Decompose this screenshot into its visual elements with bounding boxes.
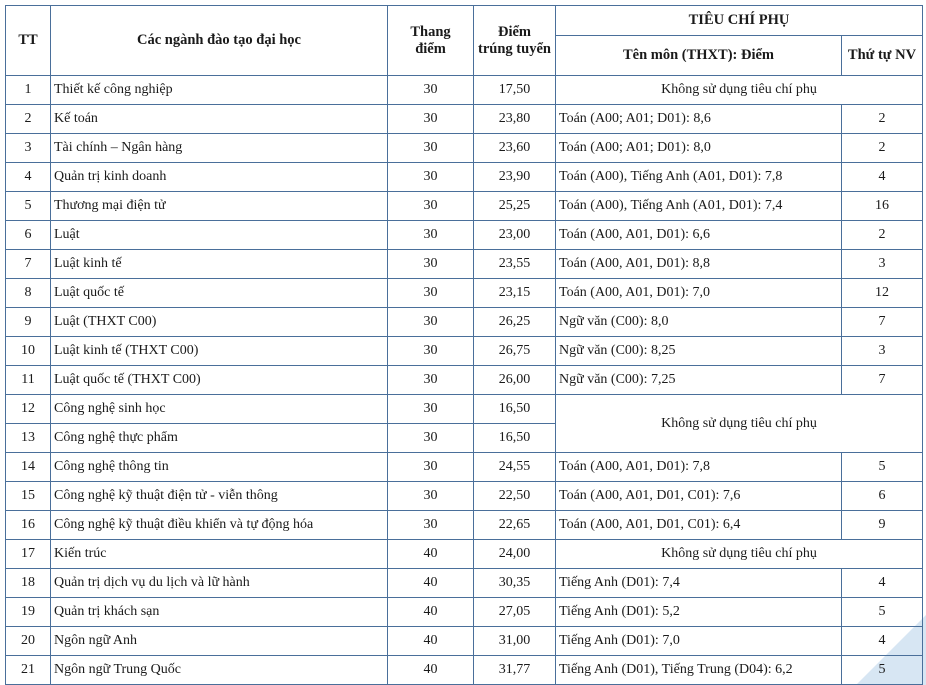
row-scale: 40 xyxy=(388,656,474,685)
row-subject-score: Tiếng Anh (D01): 7,4 xyxy=(556,569,842,598)
table-row xyxy=(6,395,923,424)
row-subject-score: Toán (A00; A01; D01): 8,6 xyxy=(556,105,842,134)
table-row xyxy=(6,308,923,337)
row-scale: 30 xyxy=(388,337,474,366)
row-tt: 15 xyxy=(6,482,51,511)
row-scale: 30 xyxy=(388,250,474,279)
table-row xyxy=(6,569,923,598)
table-row xyxy=(6,453,923,482)
header-sub-criteria: TIÊU CHÍ PHỤ xyxy=(556,6,923,36)
no-criteria-note: Không sử dụng tiêu chí phụ xyxy=(556,395,923,453)
row-subject-score: Tiếng Anh (D01), Tiếng Trung (D04): 6,2 xyxy=(556,656,842,685)
row-major-name: Công nghệ sinh học xyxy=(51,395,388,424)
row-major-name: Kế toán xyxy=(51,105,388,134)
row-score: 30,35 xyxy=(474,569,556,598)
row-subject-score: Toán (A00), Tiếng Anh (A01, D01): 7,4 xyxy=(556,192,842,221)
row-score: 23,90 xyxy=(474,163,556,192)
row-tt: 20 xyxy=(6,627,51,656)
row-score: 17,50 xyxy=(474,76,556,105)
table-row xyxy=(6,134,923,163)
row-major-name: Công nghệ thông tin xyxy=(51,453,388,482)
row-scale: 40 xyxy=(388,569,474,598)
row-scale: 30 xyxy=(388,424,474,453)
header-scale: Thang điểm xyxy=(388,6,474,76)
row-scale: 40 xyxy=(388,540,474,569)
row-score: 22,65 xyxy=(474,511,556,540)
row-tt: 5 xyxy=(6,192,51,221)
table-row xyxy=(6,540,923,569)
row-major-name: Quản trị khách sạn xyxy=(51,598,388,627)
row-scale: 30 xyxy=(388,221,474,250)
row-major-name: Luật kinh tế xyxy=(51,250,388,279)
row-order: 2 xyxy=(842,134,923,163)
row-order: 5 xyxy=(842,598,923,627)
row-score: 24,00 xyxy=(474,540,556,569)
row-order: 7 xyxy=(842,366,923,395)
row-tt: 10 xyxy=(6,337,51,366)
row-scale: 30 xyxy=(388,395,474,424)
row-order: 7 xyxy=(842,308,923,337)
row-order: 3 xyxy=(842,337,923,366)
row-tt: 7 xyxy=(6,250,51,279)
row-subject-score: Toán (A00, A01, D01): 7,0 xyxy=(556,279,842,308)
row-score: 25,25 xyxy=(474,192,556,221)
header-score: Điểm trúng tuyển xyxy=(474,6,556,76)
header-subject: Tên môn (THXT): Điểm xyxy=(556,36,842,76)
row-score: 26,00 xyxy=(474,366,556,395)
row-major-name: Công nghệ kỹ thuật điện tử - viễn thông xyxy=(51,482,388,511)
row-order: 2 xyxy=(842,221,923,250)
no-criteria-note: Không sử dụng tiêu chí phụ xyxy=(556,540,923,569)
row-order: 5 xyxy=(842,453,923,482)
row-score: 31,00 xyxy=(474,627,556,656)
table-row xyxy=(6,598,923,627)
row-scale: 30 xyxy=(388,105,474,134)
row-subject-score: Toán (A00; A01; D01): 8,0 xyxy=(556,134,842,163)
row-tt: 2 xyxy=(6,105,51,134)
table-row xyxy=(6,627,923,656)
row-subject-score: Toán (A00, A01, D01, C01): 7,6 xyxy=(556,482,842,511)
row-tt: 8 xyxy=(6,279,51,308)
row-scale: 40 xyxy=(388,598,474,627)
row-score: 24,55 xyxy=(474,453,556,482)
row-major-name: Luật kinh tế (THXT C00) xyxy=(51,337,388,366)
row-order: 6 xyxy=(842,482,923,511)
row-tt: 12 xyxy=(6,395,51,424)
row-order: 12 xyxy=(842,279,923,308)
row-order: 3 xyxy=(842,250,923,279)
header-order: Thứ tự NV xyxy=(842,36,923,76)
row-subject-score: Toán (A00, A01, D01, C01): 6,4 xyxy=(556,511,842,540)
row-major-name: Luật xyxy=(51,221,388,250)
row-tt: 14 xyxy=(6,453,51,482)
row-tt: 6 xyxy=(6,221,51,250)
row-order: 4 xyxy=(842,163,923,192)
row-subject-score: Toán (A00), Tiếng Anh (A01, D01): 7,8 xyxy=(556,163,842,192)
row-tt: 19 xyxy=(6,598,51,627)
row-score: 26,25 xyxy=(474,308,556,337)
header-major: Các ngành đào tạo đại học xyxy=(51,6,388,76)
table-row xyxy=(6,163,923,192)
row-subject-score: Toán (A00, A01, D01): 7,8 xyxy=(556,453,842,482)
row-scale: 30 xyxy=(388,192,474,221)
row-scale: 30 xyxy=(388,279,474,308)
row-major-name: Thiết kế công nghiệp xyxy=(51,76,388,105)
row-score: 16,50 xyxy=(474,395,556,424)
row-order: 2 xyxy=(842,105,923,134)
row-scale: 30 xyxy=(388,134,474,163)
row-major-name: Luật quốc tế xyxy=(51,279,388,308)
row-subject-score: Toán (A00, A01, D01): 8,8 xyxy=(556,250,842,279)
row-major-name: Luật quốc tế (THXT C00) xyxy=(51,366,388,395)
row-score: 26,75 xyxy=(474,337,556,366)
row-score: 23,60 xyxy=(474,134,556,163)
row-major-name: Luật (THXT C00) xyxy=(51,308,388,337)
row-tt: 18 xyxy=(6,569,51,598)
row-order: 9 xyxy=(842,511,923,540)
row-tt: 9 xyxy=(6,308,51,337)
row-score: 27,05 xyxy=(474,598,556,627)
row-major-name: Kiến trúc xyxy=(51,540,388,569)
table-row xyxy=(6,76,923,105)
row-score: 16,50 xyxy=(474,424,556,453)
row-major-name: Công nghệ kỹ thuật điều khiển và tự động hóa xyxy=(51,511,388,540)
row-order: 16 xyxy=(842,192,923,221)
table-row xyxy=(6,105,923,134)
row-tt: 3 xyxy=(6,134,51,163)
row-tt: 13 xyxy=(6,424,51,453)
row-major-name: Ngôn ngữ Anh xyxy=(51,627,388,656)
row-score: 23,15 xyxy=(474,279,556,308)
row-scale: 30 xyxy=(388,366,474,395)
row-major-name: Quản trị kinh doanh xyxy=(51,163,388,192)
row-tt: 4 xyxy=(6,163,51,192)
table-row xyxy=(6,656,923,685)
row-major-name: Tài chính – Ngân hàng xyxy=(51,134,388,163)
row-subject-score: Tiếng Anh (D01): 7,0 xyxy=(556,627,842,656)
row-subject-score: Tiếng Anh (D01): 5,2 xyxy=(556,598,842,627)
row-tt: 1 xyxy=(6,76,51,105)
row-score: 23,80 xyxy=(474,105,556,134)
no-criteria-note: Không sử dụng tiêu chí phụ xyxy=(556,76,923,105)
row-tt: 17 xyxy=(6,540,51,569)
row-tt: 21 xyxy=(6,656,51,685)
table-row xyxy=(6,337,923,366)
row-scale: 30 xyxy=(388,308,474,337)
table-row xyxy=(6,482,923,511)
row-order: 4 xyxy=(842,569,923,598)
row-scale: 30 xyxy=(388,163,474,192)
row-major-name: Thương mại điện tử xyxy=(51,192,388,221)
row-subject-score: Ngữ văn (C00): 8,0 xyxy=(556,308,842,337)
row-score: 22,50 xyxy=(474,482,556,511)
row-scale: 30 xyxy=(388,482,474,511)
admission-table xyxy=(5,5,923,685)
row-order: 5 xyxy=(842,656,923,685)
table-row xyxy=(6,221,923,250)
row-subject-score: Ngữ văn (C00): 7,25 xyxy=(556,366,842,395)
row-score: 23,00 xyxy=(474,221,556,250)
table-row xyxy=(6,250,923,279)
row-scale: 30 xyxy=(388,453,474,482)
row-scale: 30 xyxy=(388,511,474,540)
row-major-name: Công nghệ thực phẩm xyxy=(51,424,388,453)
row-tt: 16 xyxy=(6,511,51,540)
table-body xyxy=(6,76,923,685)
row-major-name: Quản trị dịch vụ du lịch và lữ hành xyxy=(51,569,388,598)
row-subject-score: Toán (A00, A01, D01): 6,6 xyxy=(556,221,842,250)
table-row xyxy=(6,279,923,308)
row-scale: 30 xyxy=(388,76,474,105)
table-row xyxy=(6,192,923,221)
table-row xyxy=(6,366,923,395)
row-scale: 40 xyxy=(388,627,474,656)
row-tt: 11 xyxy=(6,366,51,395)
row-score: 31,77 xyxy=(474,656,556,685)
row-order: 4 xyxy=(842,627,923,656)
header-tt: TT xyxy=(6,6,51,76)
row-major-name: Ngôn ngữ Trung Quốc xyxy=(51,656,388,685)
row-score: 23,55 xyxy=(474,250,556,279)
table-row xyxy=(6,511,923,540)
row-subject-score: Ngữ văn (C00): 8,25 xyxy=(556,337,842,366)
